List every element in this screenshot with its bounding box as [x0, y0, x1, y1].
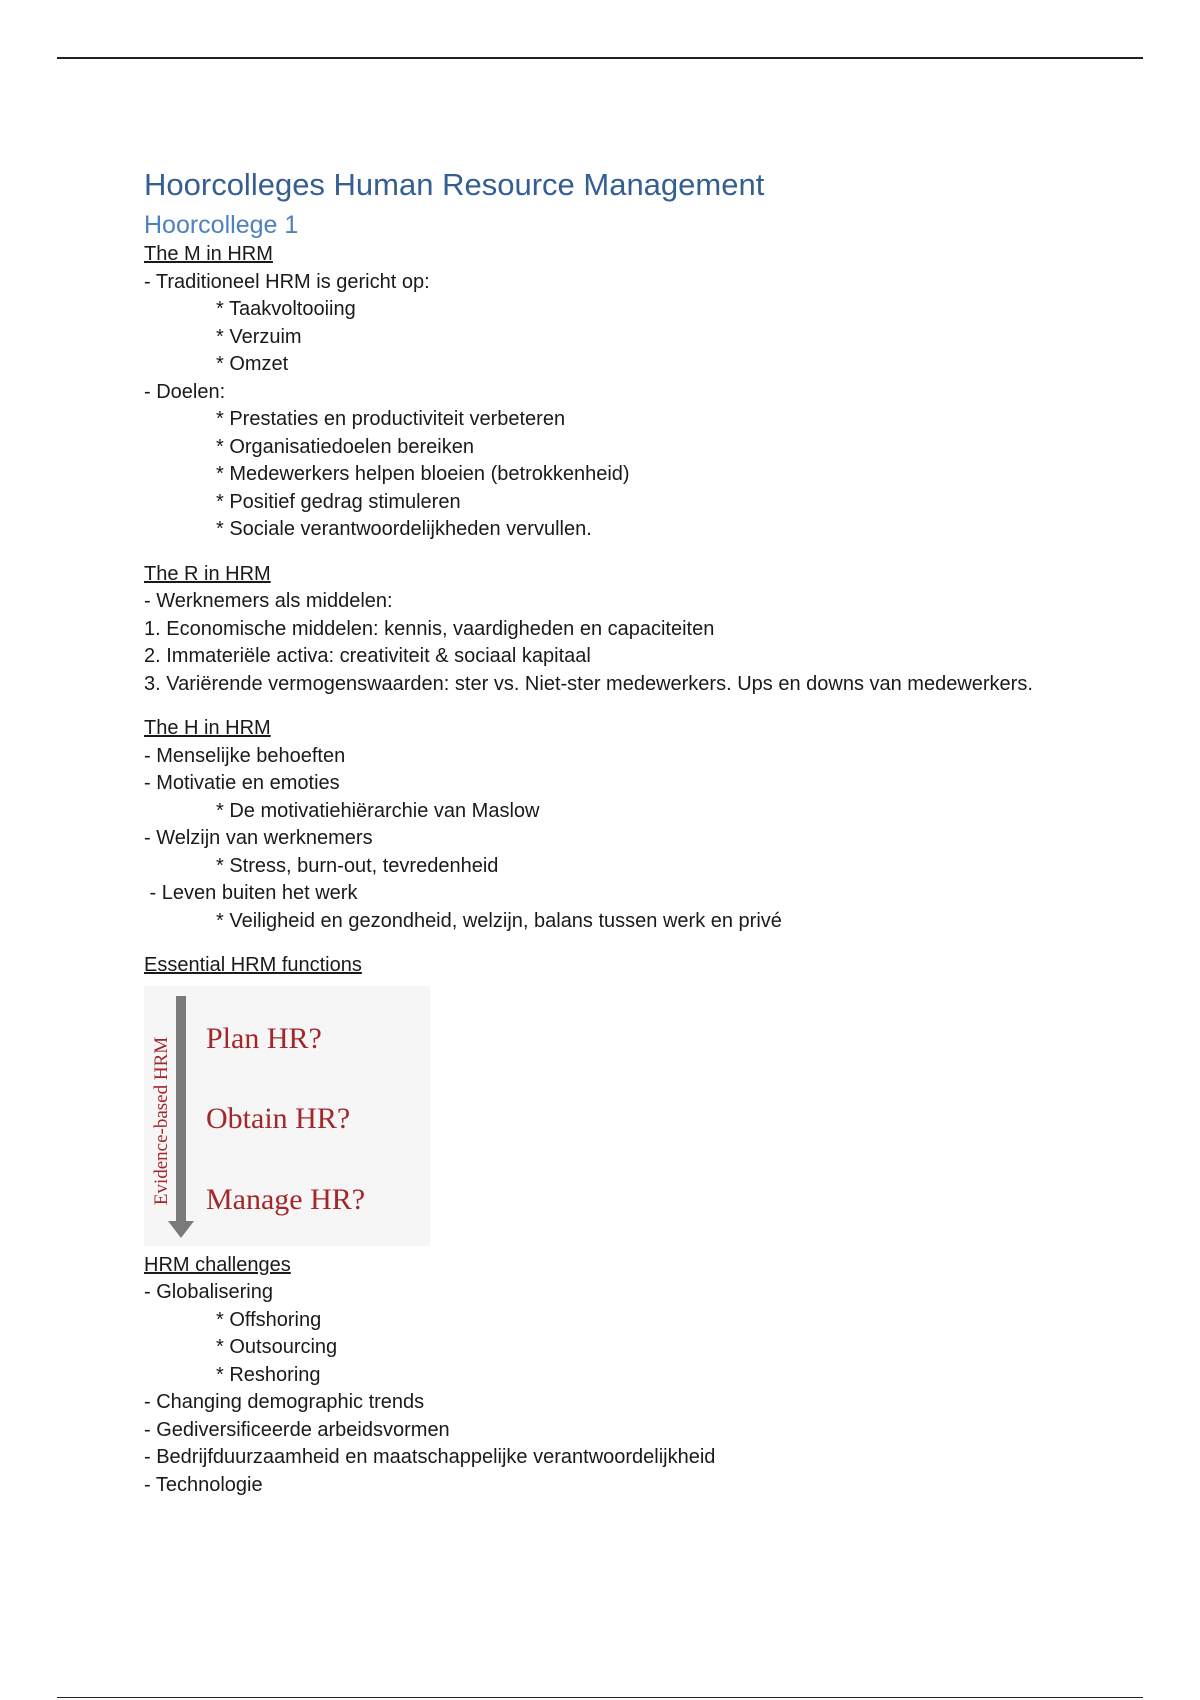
- step-manage: Manage HR?: [206, 1182, 366, 1216]
- bullet-item: * Sociale verantwoordelijkheden vervullen.: [216, 518, 592, 540]
- section-heading: The R in HRM: [144, 562, 271, 585]
- list-item: 3. Variërende vermogenswaarden: ster vs. Niet-ster medewerkers. Ups en downs van medewerkers.: [144, 672, 1033, 695]
- section-m: [144, 241, 1044, 544]
- bullet-item: * Offshoring: [216, 1308, 322, 1331]
- bullet-item: * Prestaties en productiviteit verbeteren: [216, 408, 566, 430]
- section-heading: Essential HRM functions: [144, 954, 362, 976]
- bullet-item: * Outsourcing: [216, 1336, 338, 1358]
- list-item: - Traditioneel HRM is gericht op:: [144, 270, 430, 293]
- bullet-item: * Omzet: [216, 353, 289, 375]
- bullet-item: * De motivatiehiërarchie van Maslow: [216, 799, 540, 822]
- list-item: - Menselijke behoeften: [144, 744, 346, 767]
- list-item: 2. Immateriële activa: creativiteit & sociaal kapitaal: [144, 645, 591, 667]
- arrow-label: Evidence-based HRM: [151, 1036, 172, 1205]
- list-item: - Leven buiten het werk: [144, 882, 358, 904]
- top-rule: [57, 57, 1143, 59]
- section-challenges: [144, 1252, 1044, 1500]
- bottom-rule: [57, 1697, 1143, 1698]
- arrow-head: [168, 1221, 194, 1238]
- list-item: 1. Economische middelen: kennis, vaardigheden en capaciteiten: [144, 617, 715, 640]
- list-item: - Welzijn van werknemers: [144, 827, 373, 849]
- section-r: [144, 561, 1044, 699]
- list-item: - Globalisering: [144, 1281, 273, 1303]
- list-item: - Technologie: [144, 1473, 263, 1496]
- bullet-item: * Verzuim: [216, 325, 302, 348]
- bullet-item: * Medewerkers helpen bloeien (betrokkenheid): [216, 463, 630, 485]
- section-heading: The M in HRM: [144, 243, 273, 265]
- evidence-based-arrow-diagram: [144, 986, 430, 1246]
- list-item: - Werknemers als middelen:: [144, 590, 393, 612]
- lecture-subtitle: Hoorcollege 1: [144, 211, 299, 239]
- bullet-item: * Reshoring: [216, 1363, 321, 1386]
- bullet-item: * Taakvoltooiing: [216, 298, 356, 320]
- section-functions: [144, 952, 1044, 1246]
- section-heading: HRM challenges: [144, 1253, 291, 1276]
- list-item: - Bedrijfduurzaamheid en maatschappelijke verantwoordelijkheid: [144, 1446, 716, 1468]
- step-plan: Plan HR?: [206, 1021, 322, 1055]
- bullet-item: * Positief gedrag stimuleren: [216, 490, 461, 513]
- hrm-functions-figure: [144, 986, 430, 1246]
- arrow-shaft: [176, 996, 186, 1221]
- section-heading: The H in HRM: [144, 717, 271, 739]
- bullet-item: * Veiligheid en gezondheid, welzijn, balans tussen werk en privé: [216, 909, 782, 932]
- bullet-item: * Stress, burn-out, tevredenheid: [216, 854, 499, 877]
- list-item: - Doelen:: [144, 380, 226, 403]
- list-item: - Gediversificeerde arbeidsvormen: [144, 1418, 450, 1441]
- section-h: [144, 715, 1044, 935]
- bullet-item: * Organisatiedoelen bereiken: [216, 435, 474, 458]
- list-item: - Changing demographic trends: [144, 1391, 425, 1413]
- document-body: [144, 166, 1044, 1499]
- document-title: Hoorcolleges Human Resource Management: [144, 167, 765, 202]
- list-item: - Motivatie en emoties: [144, 772, 340, 794]
- step-obtain: Obtain HR?: [206, 1101, 351, 1135]
